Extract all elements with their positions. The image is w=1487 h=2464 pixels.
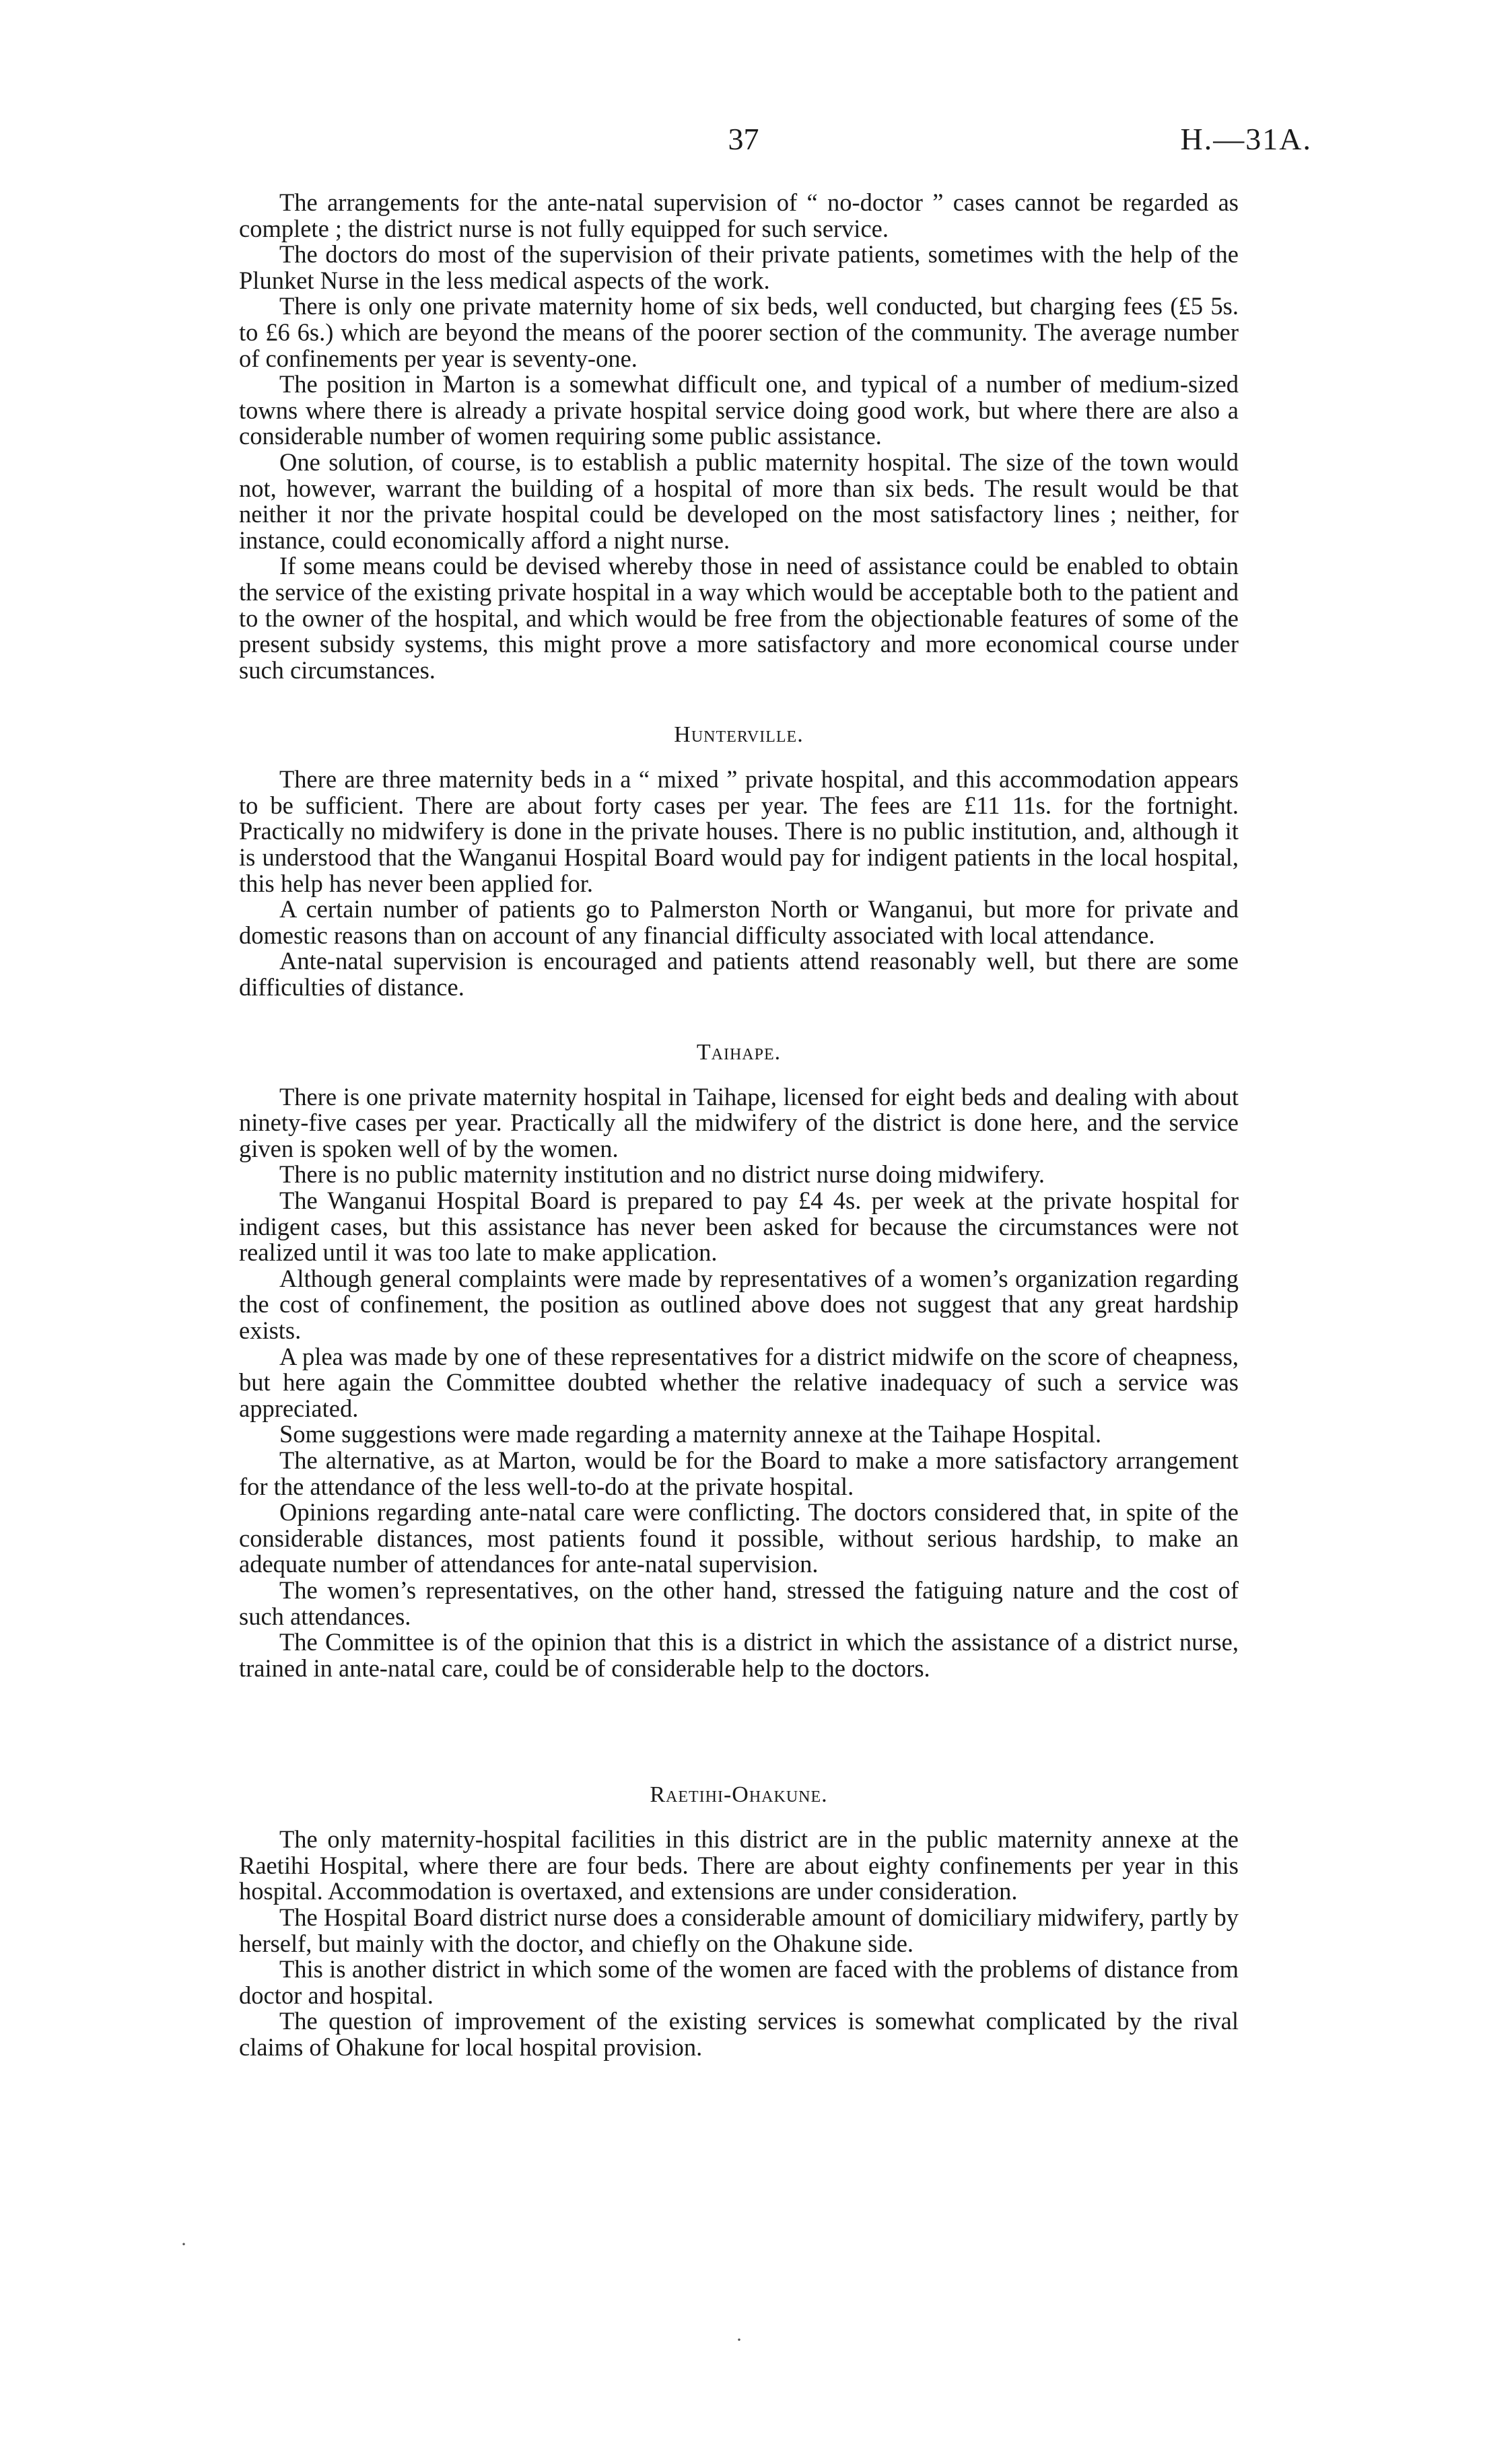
taihape-section: [239, 1040, 1239, 1682]
scan-speck: ·: [736, 2329, 742, 2351]
paragraph: Opinions regarding ante-natal care were conflicting. The doctors considered that, in spite of the considerable distances, most patients found it possible, without serious hardship, to make an adequate number of attendances for ante-natal supervision.: [239, 1498, 1239, 1578]
paragraph: One solution, of course, is to establish a public maternity hospital. The size of the town would not, however, warrant the building of a hospital of more than six beds. The result would be that neither it nor the private hospital could be developed on the most satisfactory lines ; neither, for instance, could economically afford a night nurse.: [239, 448, 1239, 554]
section-heading-raetihi-ohakune: Raetihi-Ohakune.: [650, 1782, 828, 1808]
section-heading-taihape: Taihape.: [696, 1039, 782, 1065]
scan-speck: ·: [180, 2233, 187, 2255]
paragraph: The position in Marton is a somewhat difficult one, and typical of a number of medium-sized towns where there is already a private hospital service doing good work, but where there are also a considerable number of women requiring some public assistance.: [239, 370, 1239, 450]
paragraph: There is no public maternity institution and no district nurse doing midwifery.: [279, 1160, 1045, 1189]
paragraph: This is another district in which some of the women are faced with the problems of distance from doctor and hospital.: [239, 1955, 1239, 2009]
section-heading-hunterville: Hunterville.: [674, 722, 804, 748]
raetihi-ohakune-section: [239, 1782, 1239, 2060]
paragraph: There is only one private maternity home of six beds, well conducted, but charging fees (£5 5s. to £6 6s.) which are beyond the means of the poorer section of the community. The average number of confinements per year is seventy-one.: [239, 292, 1239, 372]
hunterville-section: [239, 722, 1239, 1000]
paragraph: The women’s representatives, on the other hand, stressed the fatiguing nature and the cost of such attendances.: [239, 1576, 1239, 1630]
paragraph: Although general complaints were made by representatives of a women’s organization regarding the cost of confinement, the position as outlined above does not suggest that any great hardship exists.: [239, 1264, 1239, 1344]
paragraph: Ante-natal supervision is encouraged and patients attend reasonably well, but there are some difficulties of distance.: [239, 947, 1239, 1001]
paragraph: The Hospital Board district nurse does a considerable amount of domiciliary midwifery, partly by herself, but mainly with the doctor, and chiefly on the Ohakune side.: [239, 1903, 1239, 1957]
page-number: 37: [728, 122, 759, 156]
paragraph: Some suggestions were made regarding a maternity annexe at the Taihape Hospital.: [279, 1420, 1102, 1448]
page-body: [239, 190, 1239, 2061]
paragraph: If some means could be devised whereby those in need of assistance could be enabled to obtain the service of the existing private hospital in a way which would be acceptable both to the patient and to the owner of the hospital, and which would be free from the objectionable features of some of the present subsidy systems, this might prove a more satisfactory and more economical course under such circumstances.: [239, 552, 1239, 684]
paragraph: The only maternity-hospital facilities in this district are in the public maternity annexe at the Raetihi Hospital, where there are four beds. There are about eighty confinements per year in this hospital. Accommodation is overtaxed, and extensions are under consideration.: [239, 1825, 1239, 1905]
paragraph: There is one private maternity hospital in Taihape, licensed for eight beds and dealing with about ninety-five cases per year. Practically all the midwifery of the district is done here, and the service given is spoken well of by the women.: [239, 1082, 1239, 1162]
paragraph: There are three maternity beds in a “ mixed ” private hospital, and this accommodation appears to be sufficient. There are about forty cases per year. The fees are £11 11s. for the fortnight. Practically no midwifery is done in the private houses. There is no public institution, and, although it is understood that the Wanganui Hospital Board would pay for indigent patients in the local hospital, this help has never been applied for.: [239, 765, 1239, 897]
paragraph: A certain number of patients go to Palmerston North or Wanganui, but more for private and domestic reasons than on account of any financial difficulty associated with local attendance.: [239, 895, 1239, 949]
paragraph: The alternative, as at Marton, would be for the Board to make a more satisfactory arrangement for the attendance of the less well-to-do at the private hospital.: [239, 1446, 1239, 1500]
intro-section: [239, 190, 1239, 683]
paragraph: The Wanganui Hospital Board is prepared to pay £4 4s. per week at the private hospital for indigent cases, but this assistance has never been asked for because the circumstances were not realized until it was too late to make application.: [239, 1187, 1239, 1267]
paragraph: The doctors do most of the supervision of their private patients, sometimes with the help of the Plunket Nurse in the less medical aspects of the work.: [239, 240, 1239, 294]
paragraph: A plea was made by one of these representatives for a district midwife on the score of cheapness, but here again the Committee doubted whether the relative inadequacy of such a service was appreciated.: [239, 1342, 1239, 1422]
paragraph: The question of improvement of the existing services is somewhat complicated by the rival claims of Ohakune for local hospital provision.: [239, 2007, 1239, 2062]
paragraph: The Committee is of the opinion that this is a district in which the assistance of a district nurse, trained in ante-natal care, could be of considerable help to the doctors.: [239, 1628, 1239, 1682]
document-reference: H.—31A.: [1180, 122, 1312, 156]
paragraph: The arrangements for the ante-natal supervision of “ no-doctor ” cases cannot be regarded as complete ; the district nurse is not fully equipped for such service.: [239, 188, 1239, 242]
